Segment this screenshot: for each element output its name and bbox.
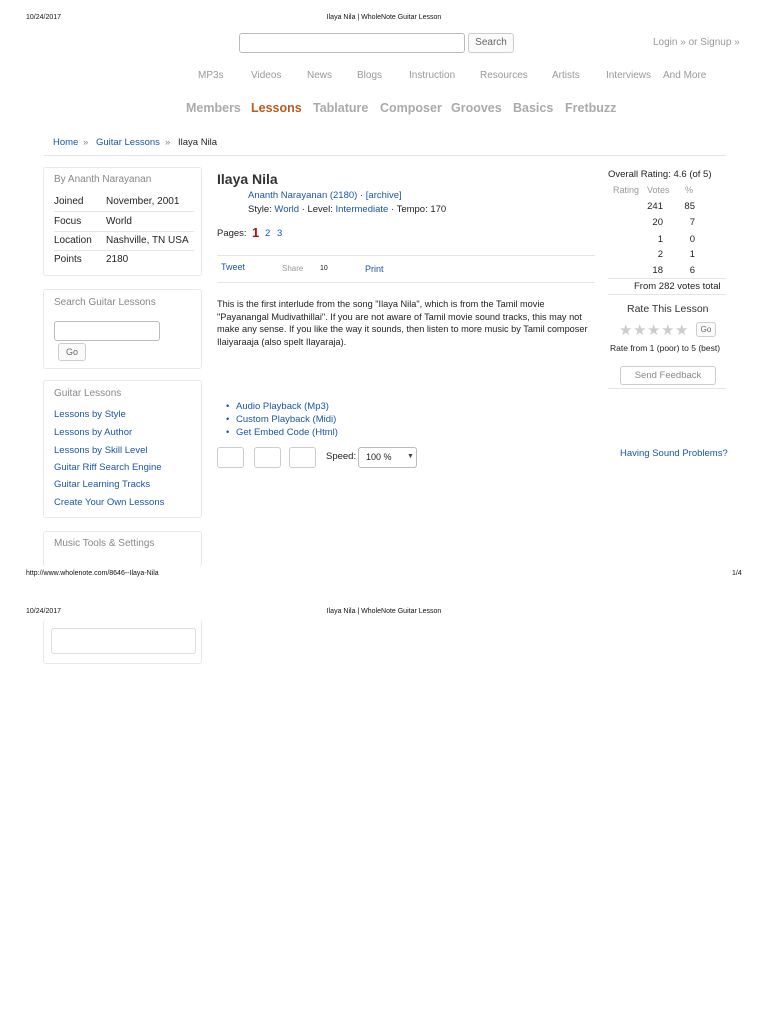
profile-row-focus [54,212,194,232]
rating-pct: 1 [689,249,695,260]
audio-playback-mp3-link[interactable]: Audio Playback (Mp3) [236,401,329,412]
profile-value: November, 2001 [106,196,180,207]
nav-interviews[interactable]: Interviews [606,70,652,81]
search-lessons-input[interactable] [54,321,160,341]
lesson-meta-line [248,204,446,215]
audio-list-item [236,401,329,412]
rating-divider [608,278,726,279]
tempo-text: · Tempo: 170 [390,204,447,215]
nav-resources[interactable]: Resources [480,70,528,81]
music-tools-box [43,531,202,567]
music-tools-select[interactable] [51,628,196,654]
rating-divider [608,294,726,295]
section-fretbuzz[interactable]: Fretbuzz [565,101,617,115]
search-lessons-go-button[interactable]: Go [58,343,86,361]
profile-key: Focus [54,216,82,227]
audio-list-item [236,414,336,425]
link-create-lessons[interactable]: Create Your Own Lessons [54,497,165,508]
custom-playback-midi-link[interactable]: Custom Playback (Midi) [236,414,337,425]
star-icon[interactable]: ★ [633,322,647,339]
print-date: 10/24/2017 [26,608,62,615]
site-search-button[interactable]: Search [468,33,514,53]
link-lessons-by-style[interactable]: Lessons by Style [54,409,126,420]
rating-col-header: Rating [613,185,640,195]
profile-key: Points [54,254,82,265]
link-riff-search[interactable]: Guitar Riff Search Engine [54,462,162,473]
get-embed-code-link[interactable]: Get Embed Code (Html) [236,427,338,438]
music-tools-box-continued [43,620,202,664]
rate-go-button[interactable]: Go [696,322,716,337]
page-1-current: 1 [252,225,260,240]
rating-votes: 2 [657,249,663,260]
speed-select[interactable] [358,447,417,468]
sound-problems-link[interactable]: Having Sound Problems? [620,448,728,459]
search-lessons-box [43,289,202,369]
nav-and-more[interactable]: And More [663,70,707,81]
section-lessons[interactable]: Lessons [251,101,302,115]
lesson-title: Ilaya Nila [217,171,278,187]
profile-points-link[interactable]: 2180 [106,254,129,265]
profile-key: Location [54,235,92,246]
share-divider-bottom [217,282,595,283]
rating-pct: 0 [689,234,695,245]
separator-dot: · [359,190,364,201]
author-box [43,167,202,276]
star-rating-input[interactable] [619,321,694,339]
share-divider-top [217,255,595,256]
rating-votes: 18 [652,265,663,276]
link-lessons-by-skill[interactable]: Lessons by Skill Level [54,445,148,456]
star-icon[interactable]: ★ [661,322,675,339]
rating-pct: 7 [689,217,695,228]
profile-value: Nashville, TN USA [106,235,189,246]
print-title: Ilaya Nila | WholeNote Guitar Lesson [326,14,442,21]
level-link[interactable]: Intermediate [335,204,389,215]
lesson-author-link[interactable]: Ananth Narayanan (2180) [248,190,358,201]
print-url: http://www.wholenote.com/8646--Ilaya-Nila [26,570,159,577]
breadcrumb-divider [44,155,726,156]
print-title: Ilaya Nila | WholeNote Guitar Lesson [326,608,442,615]
profile-key: Joined [54,196,84,207]
page-2-link[interactable]: 2 [265,228,271,239]
pct-col-header: % [685,185,694,195]
section-basics[interactable]: Basics [513,101,554,115]
guitar-lessons-box [43,380,202,518]
nav-mp3s[interactable]: MP3s [198,70,224,81]
audio-list-item [236,427,338,438]
rating-pct: 85 [684,201,695,212]
nav-instruction[interactable]: Instruction [409,70,456,81]
breadcrumb-current: Ilaya Nila [178,137,218,148]
star-icon[interactable]: ★ [619,322,633,339]
speed-label: Speed: [326,451,357,462]
style-link[interactable]: World [274,204,300,215]
guitar-lessons-title: Guitar Lessons [54,388,122,399]
section-members[interactable]: Members [186,101,241,115]
breadcrumb-separator: » [165,137,171,148]
profile-row-points [54,250,194,270]
tweet-button[interactable]: Tweet [221,262,246,272]
votes-col-header: Votes [647,185,670,195]
lesson-archive-link[interactable]: [archive] [365,190,402,201]
rating-votes: 20 [652,217,663,228]
site-search-input[interactable] [239,33,465,53]
speed-value: 100 % [366,452,392,462]
nav-artists[interactable]: Artists [552,70,580,81]
search-lessons-title: Search Guitar Lessons [54,297,156,308]
breadcrumb-home[interactable]: Home [53,137,79,148]
breadcrumb-guitar-lessons[interactable]: Guitar Lessons [96,137,160,148]
lesson-description: This is the first interlude from the song "Ilaya Nila", which is from the Tamil movie "Payanangal Mudivathillai". If you are not aware of Tamil movie sound tracks, this may not make any sense. If you like the way it sounds, then listen to more music by Tamil composer Ilaiyaraaja (also spelt Ilayaraja). [217,299,588,347]
section-tablature[interactable]: Tablature [313,101,369,115]
author-box-title: By Ananth Narayanan [54,174,152,185]
share-count: 10 [320,265,328,272]
print-date: 10/24/2017 [26,14,62,21]
pause-button[interactable] [254,447,281,468]
section-grooves[interactable]: Grooves [451,101,502,115]
music-tools-title: Music Tools & Settings [54,538,155,549]
audio-links [236,401,436,441]
rating-votes: 241 [647,201,663,212]
print-page-number: 1/4 [732,570,742,577]
lesson-author-line [248,190,402,201]
send-feedback-button[interactable]: Send Feedback [620,366,716,385]
feedback-divider [608,388,726,389]
nav-videos[interactable]: Videos [251,70,282,81]
star-icon[interactable]: ★ [675,322,689,339]
section-composer[interactable]: Composer [380,101,442,115]
share-button[interactable]: Share [282,264,304,273]
breadcrumb-separator: » [83,137,89,148]
stop-button[interactable] [289,447,316,468]
rating-votes: 1 [657,234,663,245]
style-label: Style: [248,204,272,215]
link-learning-tracks[interactable]: Guitar Learning Tracks [54,479,151,490]
chevron-down-icon: ▼ [407,453,414,460]
profile-value: World [106,216,132,227]
rate-lesson-title: Rate This Lesson [627,303,709,315]
page-3-link[interactable]: 3 [277,228,283,239]
login-signup-link[interactable]: Login » or Signup » [653,37,740,48]
votes-total: From 282 votes total [634,281,721,292]
overall-rating: Overall Rating: 4.6 (of 5) [608,169,712,180]
star-icon[interactable]: ★ [647,322,661,339]
link-lessons-by-author[interactable]: Lessons by Author [54,427,133,438]
nav-blogs[interactable]: Blogs [357,70,383,81]
rate-hint: Rate from 1 (poor) to 5 (best) [610,343,721,353]
profile-row-location [54,231,194,251]
play-button[interactable] [217,447,244,468]
nav-news[interactable]: News [307,70,333,81]
rating-pct: 6 [689,265,695,276]
pages-label: Pages: [217,228,247,239]
profile-row-joined [54,192,194,212]
print-button[interactable]: Print [365,264,384,274]
level-label: · Level: [301,204,333,215]
